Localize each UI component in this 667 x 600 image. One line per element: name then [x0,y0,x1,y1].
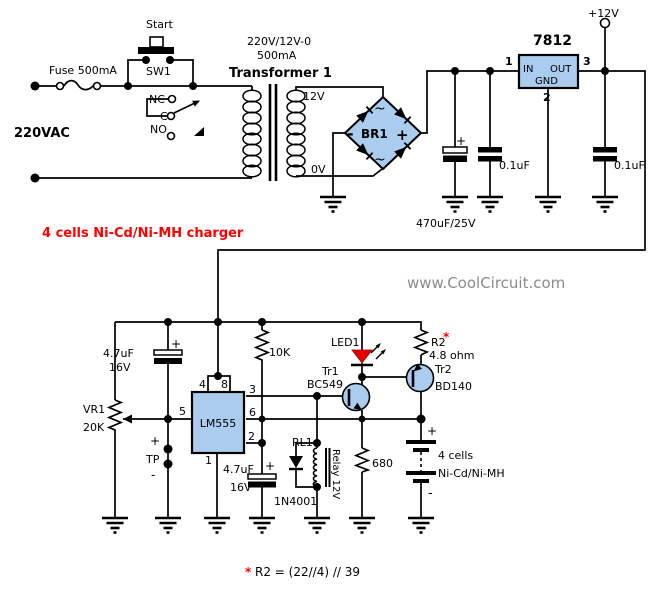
cap-c2-plus: + [265,459,276,473]
timer-pin5: 5 [179,405,186,418]
bridge-plus: + [396,126,409,144]
pot-wiper-arrow [123,415,132,424]
bridge-ac-bottom: ~ [374,152,386,168]
timer-pin6: 6 [249,406,256,419]
cap-c2-voltage: 16V [230,481,252,494]
transformer-name: Transformer 1 [229,66,332,81]
battery-plus: + [427,424,438,438]
smoothing-cap-plus: + [456,134,467,148]
bridge-name: BR1 [361,127,388,141]
timer-pin8: 8 [221,378,228,391]
resistor-r2-symbol [415,330,427,355]
start-label: Start [146,18,173,31]
battery-line2: Ni-Cd/Ni-MH [438,467,505,480]
secondary-12v-label: 12V [303,90,325,103]
labels [14,7,645,579]
cap-c1-label: 4.7uF [103,347,134,360]
wires [35,28,645,519]
transistor-tr1 [343,384,370,411]
timer-pin4: 4 [199,378,206,391]
start-button [138,37,174,54]
regulator-gnd: GND [535,76,558,87]
secondary-0v-label: 0V [311,163,326,176]
resistor-10k-label: 10K [269,346,291,359]
transformer-rating1: 220V/12V-0 [247,35,312,48]
transformer [243,84,305,181]
mains-label: 220VAC [14,126,70,141]
pot-value: 20K [83,421,105,434]
tp-label: TP [146,453,160,466]
bypass-in-label: 0.1uF [499,159,530,172]
timing-cap-1 [154,350,182,364]
transformer-rating2: 500mA [257,49,297,62]
r2-asterisk: * [443,330,450,344]
switch-sw1-contacts [168,96,205,140]
cap-c1-voltage: 16V [109,361,131,374]
regulator-pin1: 1 [505,55,513,68]
tp-plus: + [150,434,161,448]
tr1-name: Tr1 [322,365,339,378]
battery-minus: - [428,486,433,501]
tr2-name: Tr2 [435,363,452,376]
contact-c-label: C [160,110,168,123]
regulator-pin2: 2 [543,91,551,104]
bridge-minus: - [347,124,354,143]
relay-rl1 [313,448,329,487]
watermark: www.CoolCircuit.com [407,274,566,292]
page-title: 4 cells Ni-Cd/Ni-MH charger [42,226,244,241]
resistor-680-label: 680 [372,457,393,470]
bypass-out-label: 0.1uF [614,159,645,172]
battery-line1: 4 cells [438,449,474,462]
timer-pin1: 1 [205,454,212,467]
r2-value: 4.8 ohm [429,349,475,362]
regulator-in: IN [523,64,534,75]
sw1-label: SW1 [146,65,171,78]
bridge-ac-top: ~ [374,101,386,117]
transistor-tr2 [407,364,434,392]
r2-name: R2 [431,336,446,349]
note-asterisk: * [245,565,252,579]
regulator-out: OUT [550,64,572,75]
dc-output-label: +12V [588,7,619,20]
timer-pin3: 3 [249,383,256,396]
smoothing-cap-label: 470uF/25V [416,217,476,230]
resistor-10k-symbol [256,330,268,362]
smoothing-cap [443,147,467,162]
cap-c2-label: 4.7uF [223,463,254,476]
contact-no-pad [194,127,204,136]
diode-1n4001 [289,456,303,469]
relay-name: RL1 [292,436,313,449]
regulator-name: 7812 [533,33,572,49]
pot-vr1-symbol [109,400,121,432]
regulator-pin3: 3 [583,55,591,68]
diode-label: 1N4001 [274,495,318,508]
timing-cap-2 [248,474,276,488]
timer-name: LM555 [199,417,237,430]
cap-c1-plus: + [171,337,182,351]
led-label: LED1 [331,336,360,349]
tr2-part: BD140 [435,380,473,393]
resistor-680-symbol [356,448,368,472]
tp-minus: - [151,468,156,482]
timer-pin2: 2 [248,430,255,443]
note-formula: R2 = (22//4) // 39 [255,565,360,579]
battery-pack [406,442,436,481]
contact-no-label: NO [150,123,167,136]
pot-name: VR1 [83,403,106,416]
tr1-part: BC549 [307,378,344,391]
contact-nc-label: NC [149,93,165,106]
fuse-label: Fuse 500mA [49,64,117,77]
relay-label: Relay 12V [330,449,341,500]
